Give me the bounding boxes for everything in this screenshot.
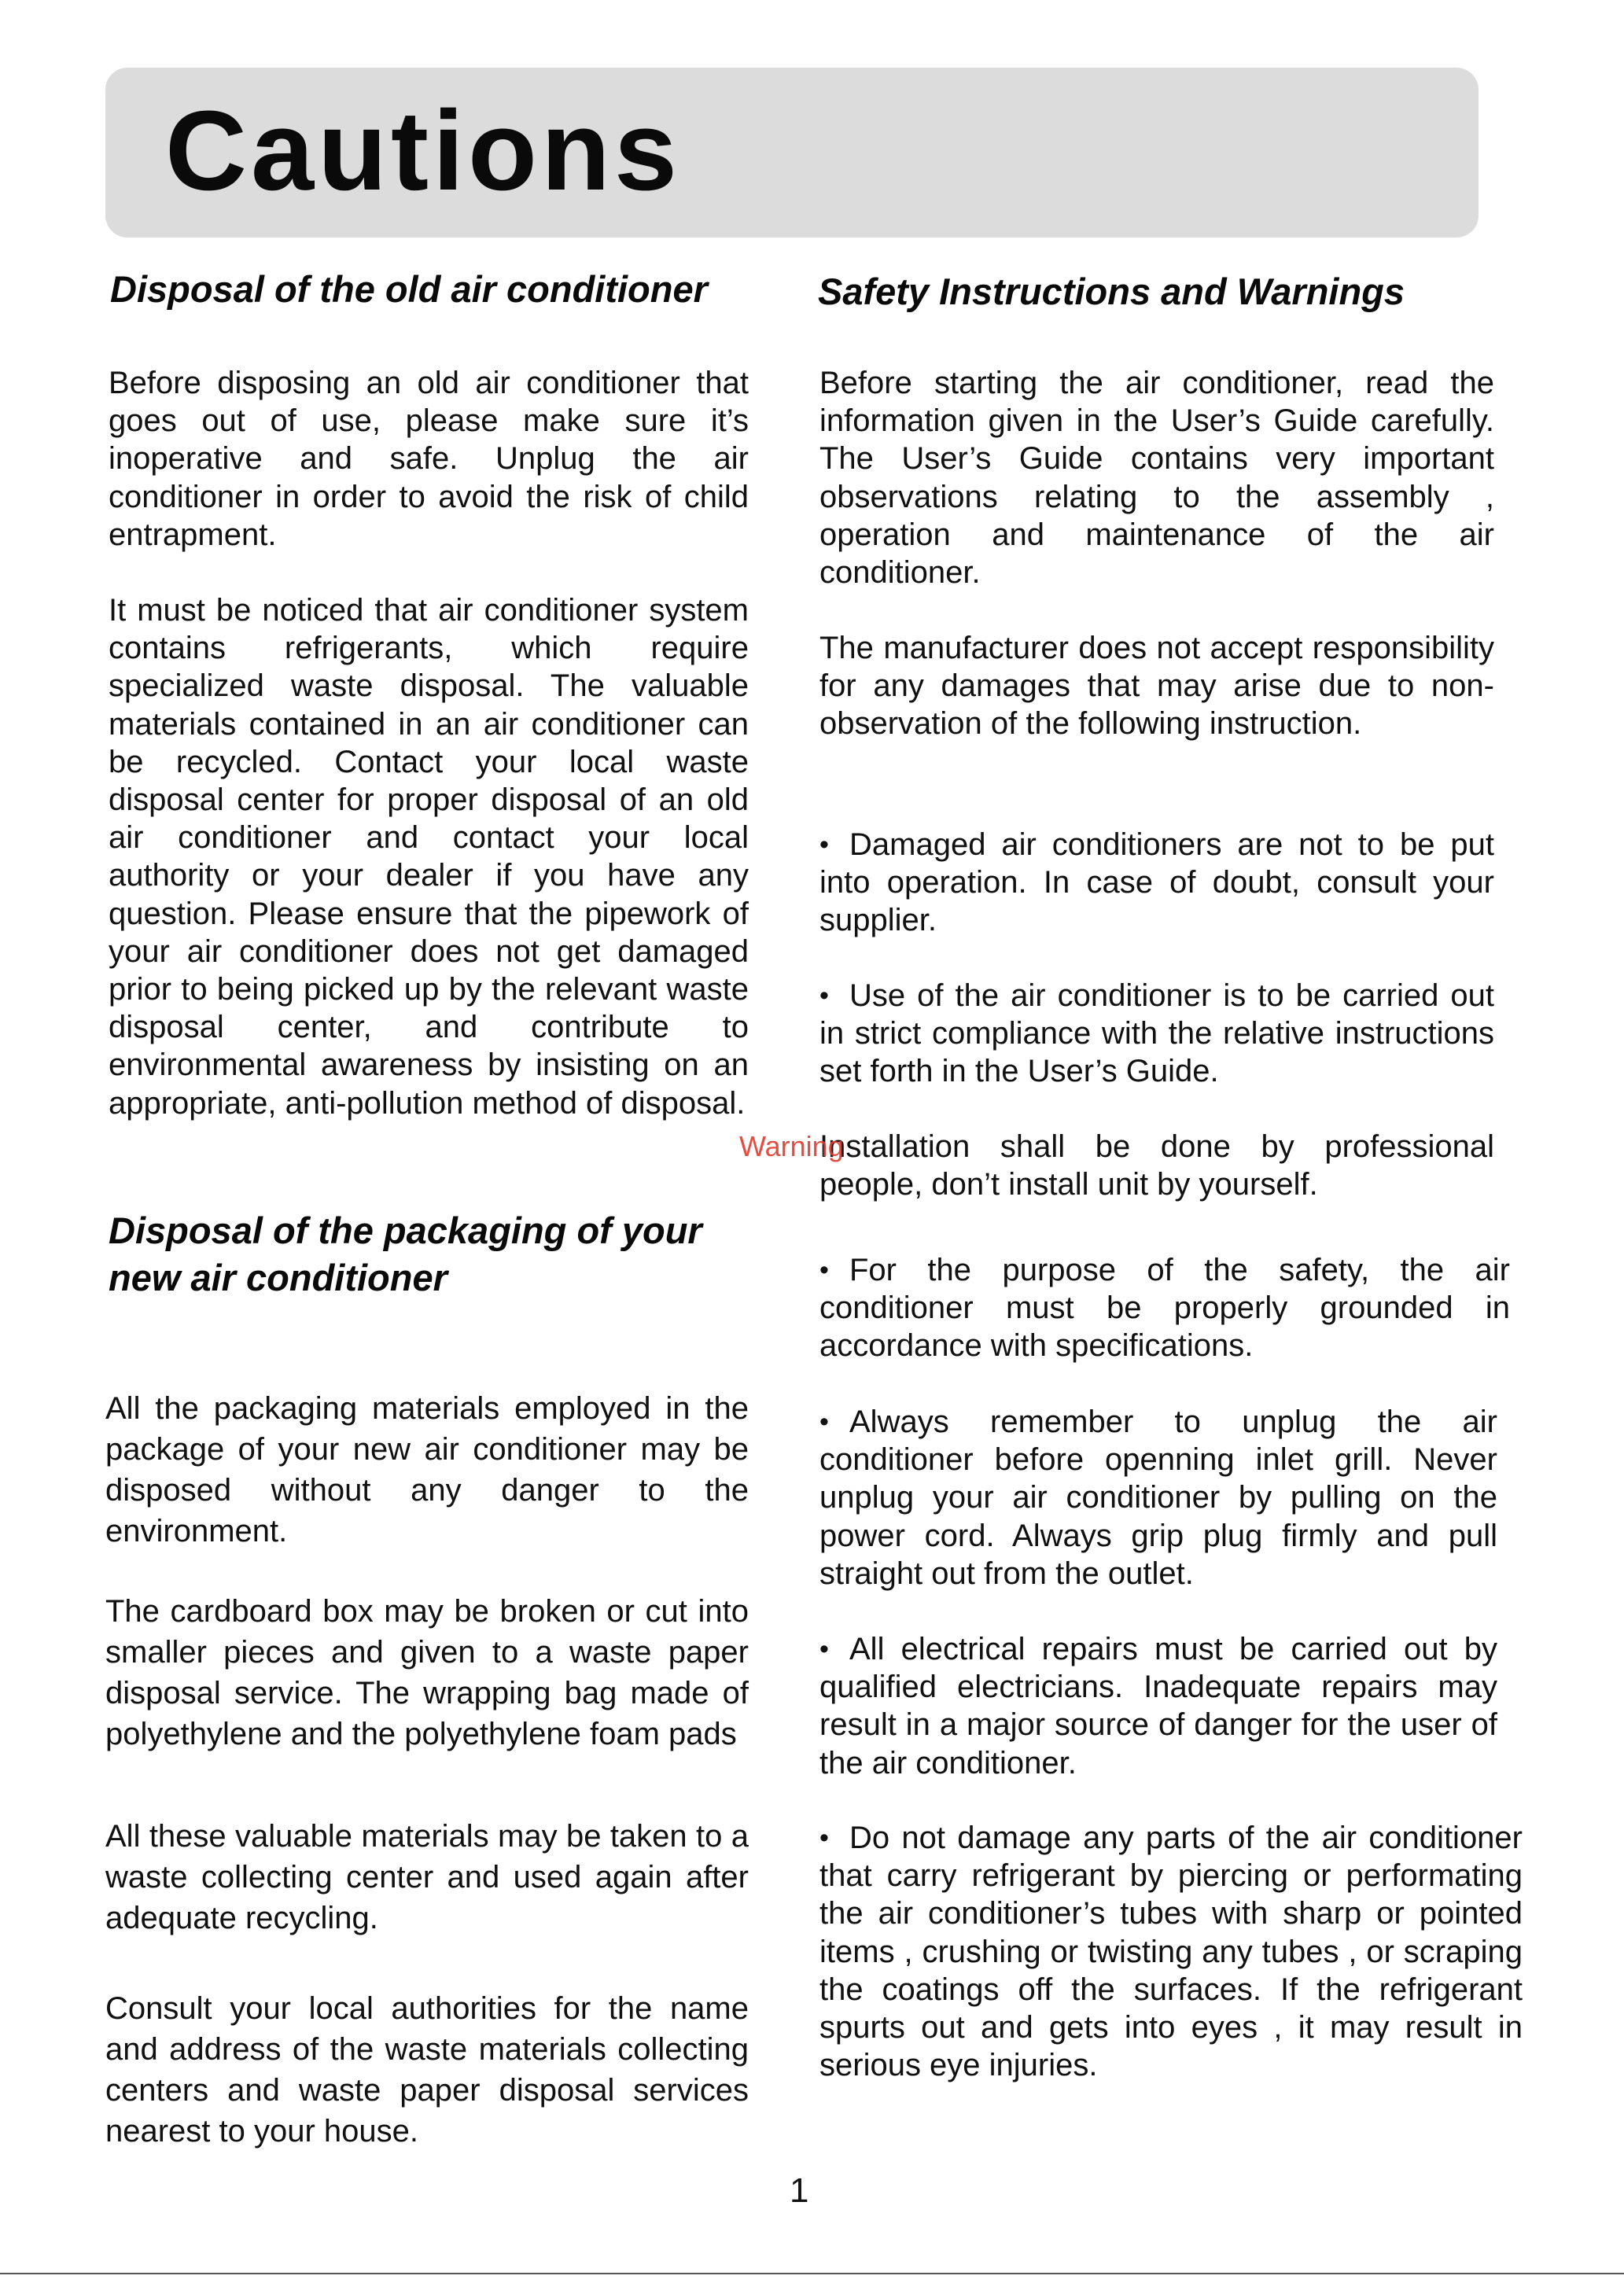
bullet-text: Use of the air conditioner is to be carried out in strict compliance with the relative instructions set forth in the User’s Guide. (819, 978, 1494, 1089)
paragraph-disposal-old-2: It must be noticed that air conditioner system contains refrigerants, which require specialized waste disposal. The valuable materials contained in an air conditioner can be recycled. Contact your local waste disposal center for proper disposal of an old air conditioner and contact your local authority or your dealer if you have any question. Please ensure that the pipework of your air conditioner does not get damaged prior to being picked up by the relevant waste disposal center, and contribute to environmental awareness by insisting on an appropriate, anti-pollution method of disposal. (109, 593, 749, 1121)
list-item (819, 1251, 1510, 1365)
bullet-text: All electrical repairs must be carried out by qualified electricians. Inadequate repairs may result in a major source of danger for the user of the air conditioner. (819, 1632, 1497, 1780)
paragraph-packaging-3: All these valuable materials may be taken to a waste collecting center and used again after adequate recycling. (105, 1819, 749, 1935)
watermark-text: Warning (739, 1130, 844, 1162)
list-item (819, 1819, 1523, 2084)
bullet-marker: • (819, 1634, 829, 1664)
list-item (819, 1128, 1494, 1203)
paragraph-disposal-old-1: Before disposing an old air conditioner that goes out of use, please make sure it’s inoperative and safe. Unplug the air conditioner in order to avoid the risk of child entrapment. (109, 366, 749, 552)
bullet-text: Installation shall be done by professional people, don’t install unit by yourself. (819, 1129, 1494, 1202)
bullet-text: Damaged air conditioners are not to be put into operation. In case of doubt, consult your supplier. (819, 827, 1494, 938)
list-item (819, 826, 1494, 940)
paragraph-safety-1: Before starting the air conditioner, read the information given in the User’s Guide carefully. The User’s Guide contains very important observations relating to the assembly , operation and maintenance of the air conditioner. (819, 366, 1494, 591)
bullet-marker: • (819, 830, 829, 860)
paragraph-packaging-2: The cardboard box may be broken or cut into smaller pieces and given to a waste paper disposal service. The wrapping bag made of polyethylene and the polyethylene foam pads (105, 1594, 749, 1751)
paragraph-packaging-4: Consult your local authorities for the name and address of the waste materials collecting centers and waste paper disposal services nearest to your house. (105, 1991, 749, 2149)
list-item (819, 1403, 1497, 1593)
bullet-text: Do not damage any parts of the air conditioner that carry refrigerant by piercing or performating the air conditioner’s tubes with sharp or pointed items , crushing or twisting any tubes , or scraping the coatings off the surfaces. If the refrigerant spurts out and gets into eyes , it may result in serious eye injuries. (819, 1821, 1523, 2083)
heading-disposal-old: Disposal of the old air conditioner (110, 268, 708, 310)
title-bar (105, 68, 1479, 238)
paragraph-safety-2: The manufacturer does not accept responsibility for any damages that may arise due to non-observation of the following instruction. (819, 631, 1494, 742)
page-bottom-divider (0, 2273, 1624, 2294)
paragraph-packaging-1: All the packaging materials employed in the package of your new air conditioner may be disposed without any danger to the environment. (105, 1391, 749, 1548)
heading-safety-instructions: Safety Instructions and Warnings (818, 271, 1405, 312)
heading-disposal-packaging: Disposal of the packaging of your new air conditioner (109, 1210, 702, 1298)
page-number: 1 (790, 2171, 809, 2210)
page-title: Cautions (165, 87, 682, 214)
bullet-text: Always remember to unplug the air conditioner before openning inlet grill. Never unplug your air conditioner by pulling on the power cord. Always grip plug firmly and pull straight out from the outlet. (819, 1405, 1497, 1591)
bullet-marker: • (819, 1255, 829, 1285)
list-item (819, 1630, 1497, 1782)
bullet-marker: • (819, 1823, 829, 1853)
bullet-text: For the purpose of the safety, the air conditioner must be properly grounded in accordance with specifications. (819, 1253, 1510, 1364)
bullet-marker: • (819, 1407, 829, 1437)
bullet-marker: • (819, 981, 829, 1011)
list-item (819, 977, 1494, 1091)
